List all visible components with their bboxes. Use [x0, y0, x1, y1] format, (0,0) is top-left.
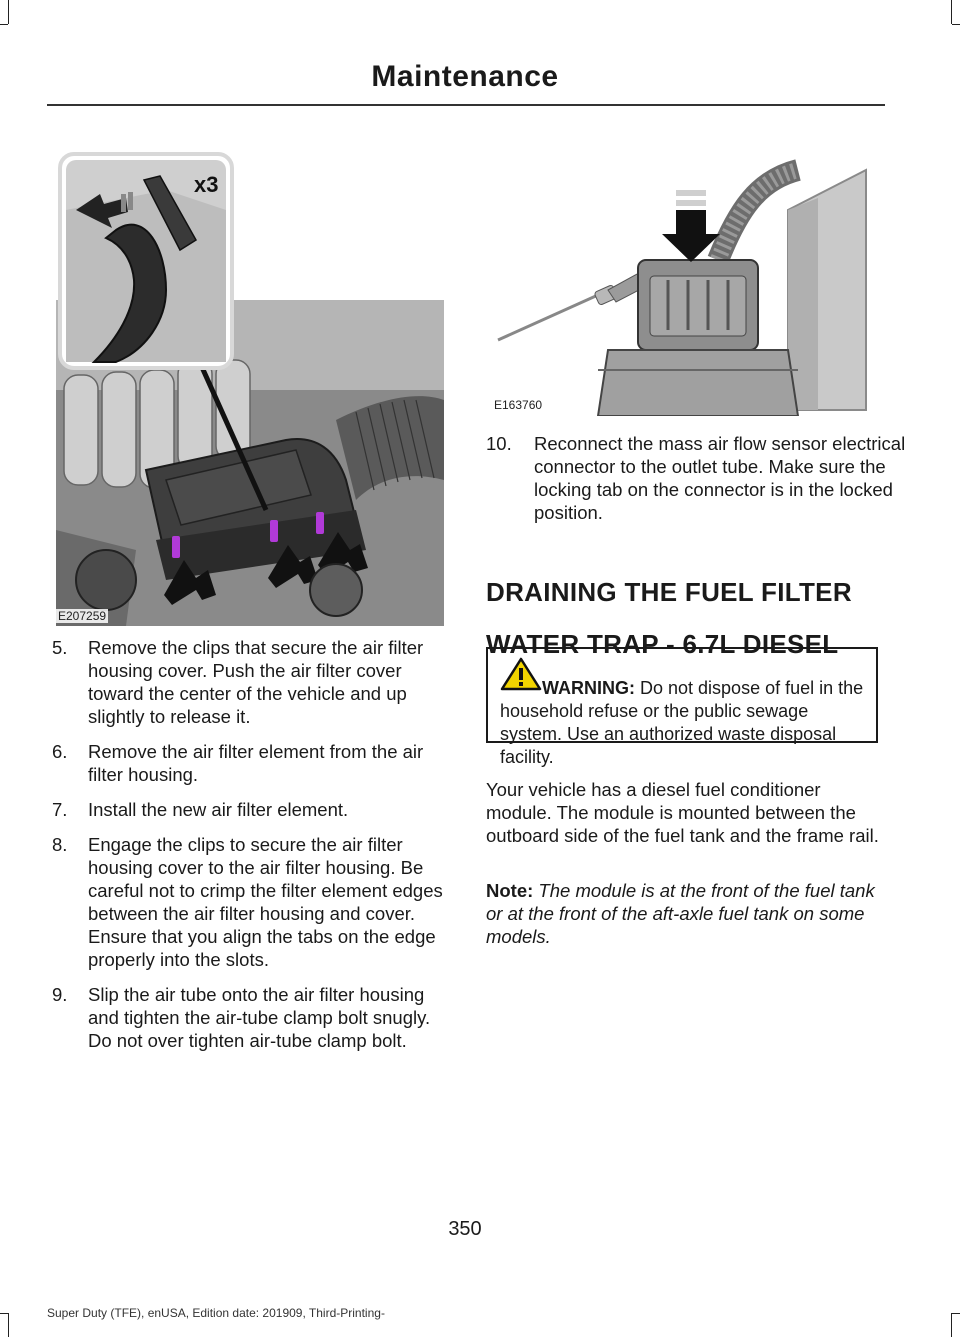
crop-mark [0, 24, 8, 25]
crop-mark [952, 24, 960, 25]
page-number: 350 [448, 1218, 482, 1240]
steps-list [52, 636, 448, 1064]
step-text: Reconnect the mass air flow sensor electrical connector to the outlet tube. Make sure the locking tab on the connector is in the locked position. [534, 433, 906, 523]
section-heading-line-2: WATER TRAP - 6.7L DIESEL [486, 629, 839, 659]
warning-text [500, 677, 870, 769]
step-number: 7. [52, 799, 68, 820]
list-item [52, 636, 448, 728]
maf-connector-figure [488, 150, 882, 416]
crop-mark [8, 0, 9, 24]
crop-mark [0, 1313, 8, 1314]
warning-body: Do not dispose of fuel in the household refuse or the public sewage system. Use an authorized waste disposal facility. [500, 678, 864, 767]
figure-id-left: E207259 [58, 609, 107, 623]
footer-edition: Super Duty (TFE), enUSA, Edition date: 201909, Third-Printing- [47, 1306, 385, 1320]
air-filter-figure [56, 150, 444, 626]
crop-mark [8, 1313, 9, 1337]
body-paragraph: Your vehicle has a diesel fuel conditioner module. The module is mounted between the outboard side of the fuel tank and the frame rail. [486, 779, 879, 846]
step-text: Remove the air filter element from the air filter housing. [88, 741, 424, 785]
crop-mark [951, 1313, 952, 1337]
figure-id-right: E163760 [494, 398, 543, 412]
step-number: 5. [52, 637, 68, 658]
step-text: Install the new air filter element. [88, 799, 349, 820]
note-text: The module is at the front of the fuel tank or at the front of the aft-axle fuel tank on some models. [486, 880, 875, 947]
note-paragraph [486, 879, 880, 948]
note-label: Note: [486, 880, 534, 901]
section-heading-line-1: DRAINING THE FUEL FILTER [486, 577, 852, 607]
step-text: Slip the air tube onto the air filter housing and tighten the air-tube clamp bolt snugly. Do not over tighten air-tube clamp bolt. [88, 984, 431, 1051]
header-rule [47, 104, 885, 106]
list-item [486, 432, 928, 524]
callout-quantity: x3 [194, 172, 219, 197]
step-text: Remove the clips that secure the air filter housing cover. Push the air filter cover toward the center of the vehicle and up slightly to release it. [88, 637, 424, 727]
list-item [52, 740, 448, 786]
engine-bay-illustration [56, 150, 444, 626]
warning-label: WARNING: [542, 678, 635, 698]
warning-box [486, 647, 878, 767]
page-title: Maintenance [371, 60, 559, 93]
step-number: 6. [52, 741, 68, 762]
crop-mark [952, 1313, 960, 1314]
list-item [52, 833, 448, 971]
list-item [52, 983, 448, 1052]
step-text: Engage the clips to secure the air filter housing cover to the air filter housing. Be careful not to crimp the filter element edges between the air filter housing and cover. Ensure that you align the tabs on the edge properly into the slots. [88, 834, 443, 970]
step-number: 8. [52, 834, 68, 855]
connector-illustration [488, 150, 882, 416]
step-number: 10. [486, 433, 512, 454]
step-number: 9. [52, 984, 68, 1005]
list-item [52, 798, 448, 821]
crop-mark [951, 0, 952, 24]
